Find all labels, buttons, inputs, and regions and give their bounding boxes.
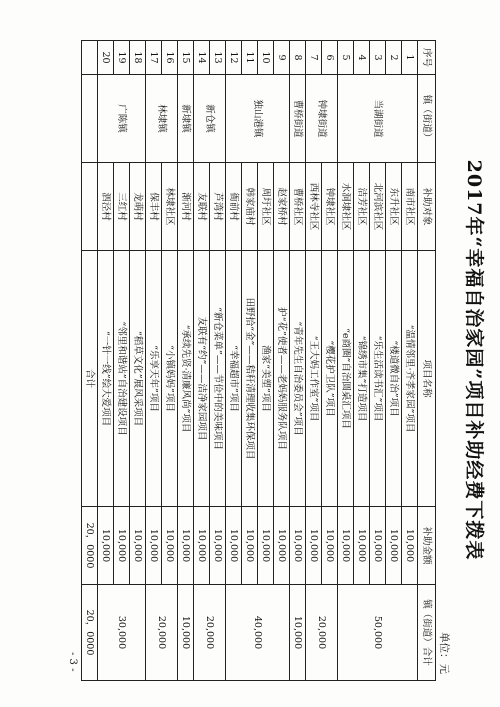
town-cell: 林埭镇 [146,75,178,163]
target-cell: 衙前村 [226,163,242,251]
target-cell: 渐河村 [178,163,194,251]
table-row [210,41,226,681]
row-number-cell: 8 [290,41,306,75]
row-number-cell: 14 [194,41,210,75]
target-cell: 林埭社区 [162,163,178,251]
page-number: - 3 - [67,652,78,672]
footer-total: 20，0000 [82,585,98,681]
table-row [290,41,306,681]
amount-cell: 10,000 [274,507,290,585]
amount-cell: 10,000 [322,507,338,585]
row-number-cell: 5 [338,41,354,75]
town-total-cell: 10,000 [290,585,306,681]
town-total-cell: 20,000 [306,585,338,681]
project-cell: “邻里和谐站”自治建设项目 [114,251,130,507]
target-cell: 韩家庙村 [242,163,258,251]
project-cell: “王大妈工作室”项目 [306,251,322,507]
amount-cell: 10,000 [162,507,178,585]
footer-town [82,75,98,163]
row-number-cell: 12 [226,41,242,75]
row-number-cell: 4 [354,41,370,75]
amount-cell: 10,000 [242,507,258,585]
amount-cell: 10,000 [210,507,226,585]
town-cell: 独山港镇 [226,75,290,163]
project-cell: “e商圈”自治圆桌汇项目 [338,251,354,507]
footer-amount: 20，0000 [82,507,98,585]
row-number-cell: 10 [258,41,274,75]
target-cell: 钟埭社区 [322,163,338,251]
town-total-cell: 20,000 [194,585,226,681]
town-total-cell: 10,000 [178,585,194,681]
project-cell: “乐享天年”项目 [146,251,162,507]
target-cell: 芦湾村 [210,163,226,251]
row-number-cell: 2 [386,41,402,75]
town-cell: 新仓镇 [194,75,226,163]
project-cell: “青年先生自治委员会”项目 [290,251,306,507]
target-cell: 北河滨社区 [370,163,386,251]
table-footer-row [82,41,98,681]
amount-cell: 10,000 [194,507,210,585]
table-body [98,41,418,681]
town-cell: 当湖街道 [338,75,418,163]
target-cell: 南市社区 [402,163,418,251]
header-no: 序号 [418,41,436,75]
project-cell: “幸福超市”项目 [226,251,242,507]
table-row [322,41,338,681]
footer-no [82,41,98,75]
target-cell: 洁芳社区 [354,163,370,251]
amount-cell: 10,000 [386,507,402,585]
amount-cell: 10,000 [258,507,274,585]
project-cell: “楼道微自治”项目 [386,251,402,507]
table-row [162,41,178,681]
amount-cell: 10,000 [338,507,354,585]
project-cell: “稻草文化”展风采项目 [130,251,146,507]
project-cell: “乐生活读书汇”项目 [370,251,386,507]
row-number-cell: 15 [178,41,194,75]
row-number-cell: 6 [322,41,338,75]
target-cell: 曹桥社区 [290,163,306,251]
amount-cell: 10,000 [178,507,194,585]
table-row [274,41,290,681]
row-number-cell: 13 [210,41,226,75]
row-number-cell: 18 [130,41,146,75]
row-number-cell: 1 [402,41,418,75]
project-cell: “一针一线”绘大爱项目 [98,251,114,507]
project-cell: “樱花护卫队”项目 [322,251,338,507]
header-target: 补助对象 [418,163,436,251]
town-cell: 钟埭街道 [306,75,338,163]
target-cell: 水洞埭社区 [338,163,354,251]
amount-cell: 10,000 [114,507,130,585]
table-row [402,41,418,681]
project-cell: “温情邻里·齐孝家园”项目 [402,251,418,507]
table-row [178,41,194,681]
table-row [130,41,146,681]
town-cell: 曹桥街道 [290,75,306,163]
target-cell: 泗泾村 [98,163,114,251]
row-number-cell: 16 [162,41,178,75]
target-cell: 东升社区 [386,163,402,251]
document-title: 2017年“幸福自治家园”项目补助经费下拨表 [463,159,485,561]
project-cell: “锦绣市集”打造项目 [354,251,370,507]
row-number-cell: 11 [242,41,258,75]
project-cell: 友联有“约”——洁净家园项目 [194,251,210,507]
target-cell: 西林寺社区 [306,163,322,251]
amount-cell: 10,000 [98,507,114,585]
header-amount: 补助金额 [418,507,436,585]
footer-label: 合计 [82,251,98,507]
town-cell: 新埭镇 [178,75,194,163]
header-project: 项目名称 [418,251,436,507]
project-cell: “小镇妈妈”项目 [162,251,178,507]
row-number-cell: 20 [98,41,114,75]
target-cell: 保丰村 [146,163,162,251]
row-number-cell: 7 [306,41,322,75]
row-number-cell: 3 [370,41,386,75]
town-total-cell: 40,000 [226,585,290,681]
project-cell: 护“花”使者——老妈妈服务队项目 [274,251,290,507]
amount-cell: 10,000 [226,507,242,585]
project-cell: “承续先贤·清廉风尚”项目 [178,251,194,507]
row-number-cell: 19 [114,41,130,75]
town-total-cell: 30,000 [98,585,146,681]
town-cell: 广陈镇 [98,75,146,163]
footer-target [82,163,98,251]
target-cell: 友联村 [194,163,210,251]
town-total-cell: 20,000 [146,585,178,681]
header-town-total: 镇（街道）合计 [418,585,436,681]
target-cell: 周圩社区 [258,163,274,251]
row-number-cell: 17 [146,41,162,75]
target-cell: 龙萌村 [130,163,146,251]
target-cell: 三红村 [114,163,130,251]
row-number-cell: 9 [274,41,290,75]
amount-cell: 10,000 [290,507,306,585]
project-cell: 田野拾“金”——秸秆清理收集环保项目 [242,251,258,507]
funding-table [81,40,436,681]
amount-cell: 10,000 [402,507,418,585]
amount-cell: 10,000 [370,507,386,585]
project-cell: “新仓菜单”——节俭中的美味项目 [210,251,226,507]
unit-label: 单位：元 [438,632,450,674]
town-total-cell: 50,000 [338,585,418,681]
rotated-sheet [62,40,492,680]
table-header-row [418,41,436,681]
amount-cell: 10,000 [146,507,162,585]
header-town: 镇（街道） [418,75,436,163]
project-cell: 渔家“美塑”项目 [258,251,274,507]
amount-cell: 10,000 [354,507,370,585]
amount-cell: 10,000 [130,507,146,585]
amount-cell: 10,000 [306,507,322,585]
target-cell: 赵家桥村 [274,163,290,251]
